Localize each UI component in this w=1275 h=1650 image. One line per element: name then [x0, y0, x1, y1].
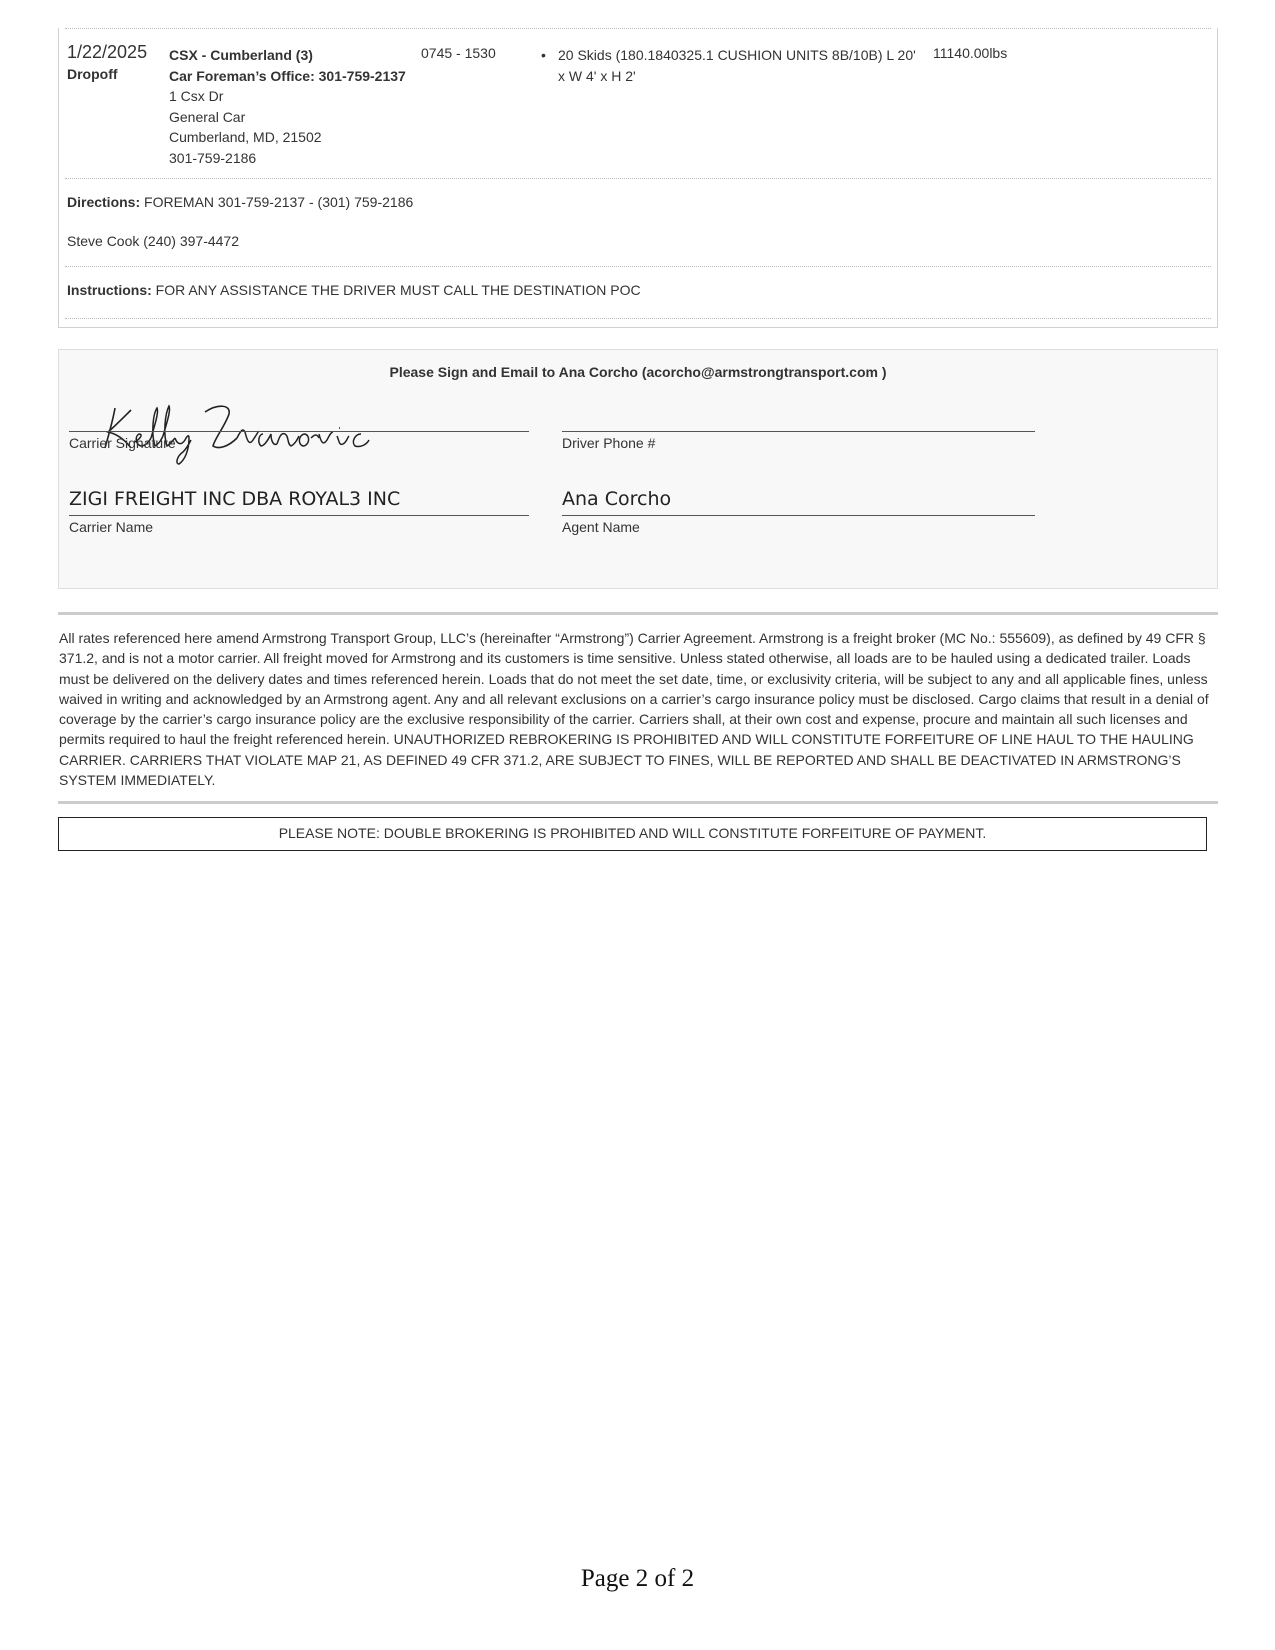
sign-instructions: Please Sign and Email to Ana Corcho (acorcho@armstrongtransport.com ): [389, 364, 887, 380]
divider: [65, 266, 1211, 267]
stop-details-box: [58, 28, 1218, 328]
address-line: Cumberland, MD, 21502: [169, 129, 322, 145]
divider: [65, 318, 1211, 319]
carrier-signature-line[interactable]: [69, 431, 529, 432]
instructions-label: Instructions:: [67, 282, 152, 298]
address-line: General Car: [169, 108, 246, 125]
item-description: 20 Skids (180.1840325.1 CUSHION UNITS 8B/10B) L 20' x W 4' x H 2': [558, 47, 916, 84]
driver-phone-line[interactable]: [562, 431, 1035, 432]
item-weight: 11140.00lbs: [933, 45, 1008, 61]
carrier-name-value: ZIGI FREIGHT INC DBA ROYAL3 INC: [69, 488, 401, 510]
agent-name-label: Agent Name: [562, 519, 640, 535]
divider: [65, 28, 1211, 29]
double-brokering-note: PLEASE NOTE: DOUBLE BROKERING IS PROHIBITED AND WILL CONSTITUTE FORFEITURE OF PAYMENT.: [58, 817, 1207, 851]
stop-date: 1/22/2025: [67, 42, 148, 62]
driver-phone-label: Driver Phone #: [562, 435, 656, 451]
time-window: 0745 - 1530: [421, 45, 496, 61]
address-line: 301-759-2186: [169, 149, 257, 166]
agent-name-line[interactable]: [562, 515, 1035, 516]
instructions-row: [67, 282, 641, 298]
stop-type: Dropoff: [67, 66, 118, 82]
address-line: 1 Csx Dr: [169, 88, 224, 104]
stop-address: [169, 45, 406, 168]
directions-text: FOREMAN 301-759-2137 - (301) 759-2186: [144, 194, 414, 210]
page-number: Page 2 of 2: [580, 1565, 695, 1592]
divider: [58, 612, 1218, 615]
signature-box: [58, 349, 1218, 589]
divider: [65, 178, 1211, 179]
carrier-name-label: Carrier Name: [69, 519, 154, 535]
instructions-text: FOR ANY ASSISTANCE THE DRIVER MUST CALL THE DESTINATION POC: [155, 282, 641, 298]
directions-row: [67, 194, 413, 210]
agent-name-value: Ana Corcho: [562, 488, 672, 510]
divider: [58, 801, 1218, 804]
location-name: CSX - Cumberland (3): [169, 47, 313, 63]
legal-terms: All rates referenced here amend Armstrong Transport Group, LLC’s (hereinafter “Armstrong”) Carrier Agreement. Armstrong is a freight broker (MC No.: 555609), as defined by 49 CFR § 371.2, and is not a motor carrier. All freight moved for Armstrong and its customers is time sensitive. Unless stated otherwise, all loads are to be hauled using a dedicated trailer. Loads must be delivered on the delivery dates and times referenced herein. Loads that do not meet the set date, time, or exclusivity criteria, will be subject to any and all applicable fines, unless waived in writing and acknowledged by an Armstrong agent. Any and all relevant exclusions on a carrier’s cargo insurance policy must be disclosed. Cargo claims that result in a denial of coverage by the carrier’s cargo insurance policy are the exclusive responsibility of the carrier. Carriers shall, at their own cost and expense, procure and maintain all such licenses and permits required to haul the freight referenced herein. UNAUTHORIZED REBROKERING IS PROHIBITED AND WILL CONSTITUTE FORFEITURE OF LINE HAUL TO THE HAULING CARRIER. CARRIERS THAT VIOLATE MAP 21, AS DEFINED 49 CFR 371.2, ARE SUBJECT TO FINES, WILL BE REPORTED AND SHALL BE DEACTIVATED IN ARMSTRONG’S SYSTEM IMMEDIATELY.: [59, 630, 1209, 789]
carrier-signature-label: Carrier Signature: [69, 435, 176, 451]
bullet-icon: •: [541, 47, 546, 63]
carrier-signature-image: [97, 394, 417, 466]
directions-contact: Steve Cook (240) 397-4472: [67, 233, 239, 249]
directions-label: Directions:: [67, 194, 141, 210]
carrier-name-line[interactable]: [69, 515, 529, 516]
contact-line: Car Foreman’s Office: 301-759-2137: [169, 67, 406, 84]
